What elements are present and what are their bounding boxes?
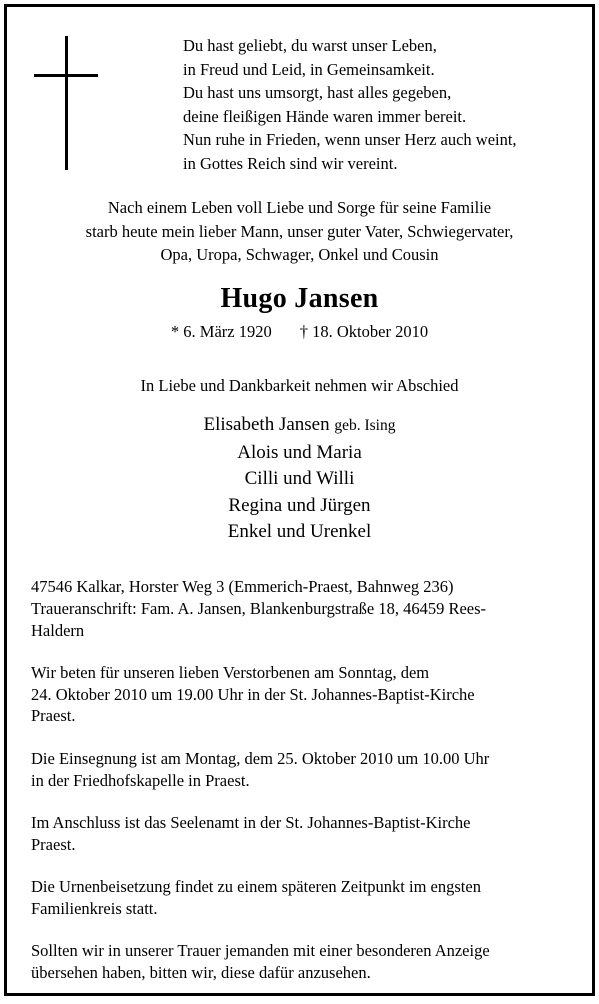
farewell-line: In Liebe und Dankbarkeit nehmen wir Abschied (140, 376, 459, 395)
poem (183, 34, 583, 176)
family-list (7, 412, 592, 546)
poem-line: deine fleißigen Hände waren immer bereit. (183, 106, 467, 126)
family-member: Alois und Maria (237, 441, 362, 463)
deceased-name: Hugo Jansen (220, 283, 379, 314)
blessing-paragraph: Die Einsegnung ist am Montag, dem 25. Oktober 2010 um 10.00 Uhr in der Friedhofskapelle in Praest. (31, 748, 490, 790)
family-member (7, 412, 592, 440)
poem-line: Du hast geliebt, du warst unser Leben, (183, 36, 437, 55)
family-member: Regina und Jürgen (228, 494, 371, 516)
cross-icon (34, 36, 98, 170)
apology-paragraph: Sollten wir in unserer Trauer jemanden mit einer besonderen Anzeige übersehen haben, bitten wir, diese dafür anzusehen. (31, 941, 490, 982)
urn-burial-paragraph: Die Urnenbeisetzung findet zu einem späteren Zeitpunkt im engsten Familienkreis statt. (31, 876, 481, 918)
prayer-paragraph: Wir beten für unseren lieben Verstorbenen am Sonntag, dem 24. Oktober 2010 um 19.00 Uhr in der St. Johannes-Baptist-Kirche Praest. (31, 662, 475, 726)
requiem-paragraph: Im Anschluss ist das Seelenamt in der St. Johannes-Baptist-Kirche Praest. (31, 812, 471, 854)
death-date: † 18. Oktober 2010 (299, 322, 429, 341)
poem-line: in Gottes Reich sind wir vereint. (183, 153, 398, 173)
notice-details (31, 576, 579, 1004)
address-paragraph: 47546 Kalkar, Horster Weg 3 (Emmerich-Praest, Bahnweg 236) Traueranschrift: Fam. A. Jansen, Blankenburgstraße 18, 46459 Rees- Haldern (31, 577, 487, 640)
intro-line: starb heute mein lieber Mann, unser guter Vater, Schwiegervater, (85, 221, 514, 241)
obituary-notice (4, 4, 595, 996)
maiden-name: geb. Ising (334, 417, 396, 434)
intro-line: Nach einem Leben voll Liebe und Sorge für seine Familie (107, 198, 492, 217)
intro-line: Opa, Uropa, Schwager, Onkel und Cousin (160, 245, 439, 264)
life-dates (7, 322, 592, 342)
family-member: Cilli und Willi (244, 468, 355, 489)
poem-line: Du hast uns umsorgt, hast alles gegeben, (183, 83, 452, 103)
poem-line: Nun ruhe in Frieden, wenn unser Herz auch weint, (183, 130, 517, 150)
family-member: Enkel und Urenkel (227, 521, 372, 542)
intro-text (7, 196, 592, 267)
family-member-name: Elisabeth Jansen (203, 414, 330, 435)
birth-date: * 6. März 1920 (170, 322, 272, 341)
poem-line: in Freud und Leid, in Gemeinsamkeit. (183, 59, 435, 79)
